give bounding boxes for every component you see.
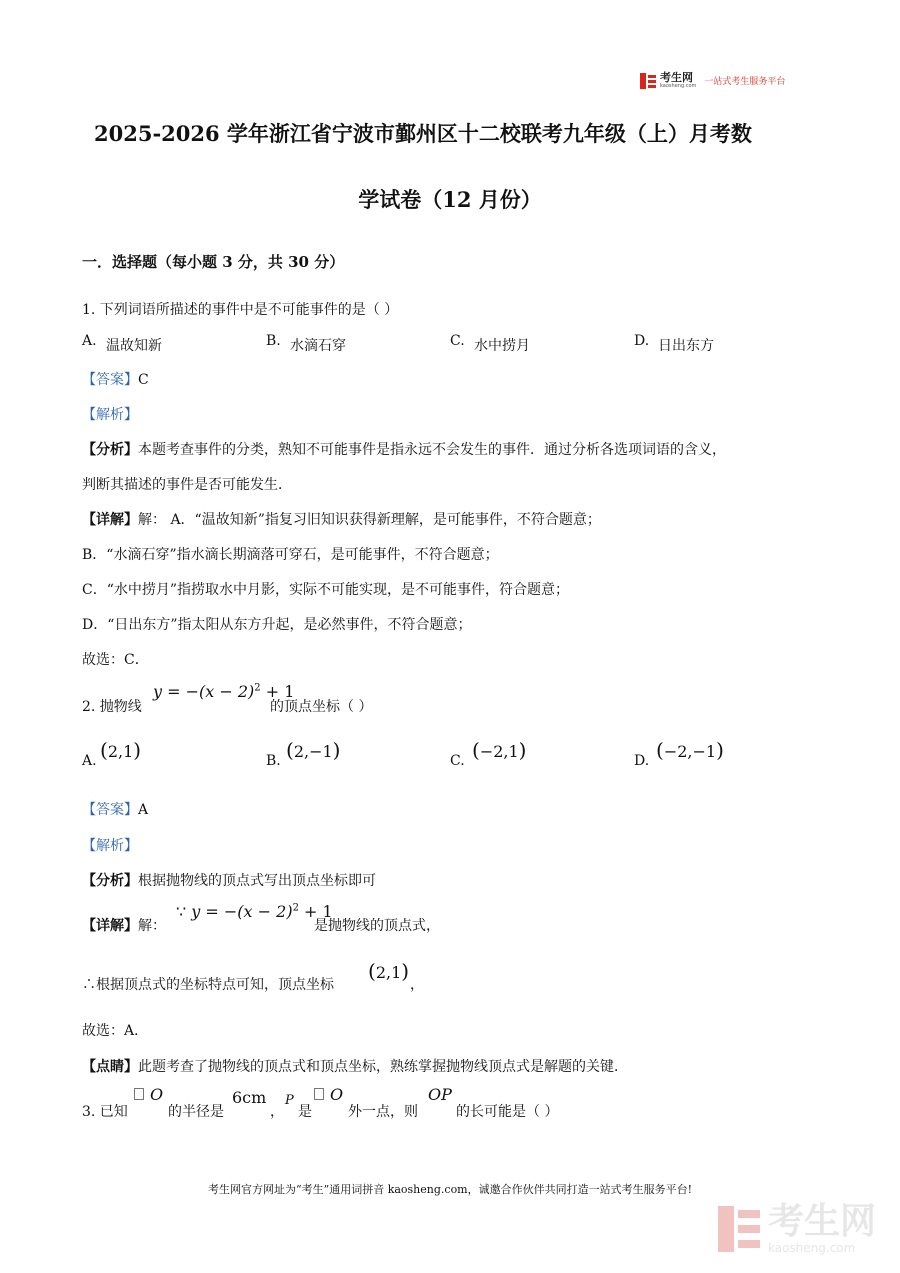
- q2-opt-c-val: −2,1: [479, 742, 519, 761]
- q2-therefore-end: ，: [410, 977, 424, 993]
- q2-xf-main: y = −(x − 2): [191, 902, 293, 921]
- circle-symbol-icon-2: [314, 1088, 324, 1100]
- logo-url: kaosheng.com: [660, 83, 697, 89]
- q2-choose: 故选：A．: [82, 1023, 149, 1039]
- doc-title-line1: 2025-2026 学年浙江省宁波市鄞州区十二校联考九年级（上）月考数: [94, 121, 752, 146]
- q2-formula-exp: 2: [254, 682, 261, 694]
- q1-fenxi-2: 判断其描述的事件是否可能发生．: [82, 477, 292, 493]
- q1-fenxi-1: [82, 439, 726, 459]
- q2-dianjing-label: 【点睛】: [82, 1059, 138, 1075]
- q1-xiangjie-a: [82, 509, 601, 529]
- q2-analysis-label: 【解析】: [82, 838, 138, 854]
- q3-t2: ，: [270, 1104, 284, 1120]
- q2-therefore-coord: 2,1: [375, 963, 402, 982]
- q2-fenxi-text: 根据抛物线的顶点式写出顶点坐标即可: [138, 873, 376, 889]
- q2-opt-d-val: −2,−1: [663, 742, 717, 761]
- q3-circle-o: O: [150, 1085, 164, 1104]
- q2-dianjing: [82, 1056, 628, 1076]
- q2-xiangjie-formula: [176, 902, 333, 921]
- q2-answer: A: [138, 802, 149, 818]
- q3-t5: 的长可能是（ ）: [456, 1104, 559, 1120]
- q2-opt-b: (2,−1): [286, 738, 341, 762]
- because-symbol: ∵: [176, 902, 187, 921]
- q2-dianjing-text: 此题考查了抛物线的顶点式和顶点坐标，熟练掌握抛物线顶点式是解题的关键．: [138, 1059, 628, 1075]
- watermark-name: 考生网: [768, 1201, 877, 1242]
- q1-option-a: 温故知新: [106, 338, 162, 354]
- q2-therefore: ∴根据顶点式的坐标特点可知，顶点坐标: [82, 977, 334, 993]
- q1-answer: C: [138, 372, 149, 388]
- q1-answer-row: [82, 369, 149, 389]
- q2-opt-a-val: 2,1: [107, 742, 134, 761]
- q3-circle-o2: O: [330, 1085, 344, 1104]
- q2-fenxi-label: 【分析】: [82, 873, 138, 889]
- q2-opt-b-val: 2,−1: [293, 742, 333, 761]
- q1-option-d-label: D.: [634, 333, 650, 349]
- page-footer: 考生网官方网址为“考生”通用词拼音 kaosheng.com，诚邀合作伙伴共同打造一站式考生服务平台!: [207, 1183, 693, 1196]
- q1-fenxi-label: 【分析】: [82, 442, 138, 458]
- q2-answer-row: [82, 799, 148, 819]
- q3-radius: 6cm: [232, 1088, 267, 1107]
- q2-num: 2. 抛物线: [82, 699, 142, 715]
- q2-opt-a-label: A.: [82, 753, 97, 769]
- logo-name: 考生网: [660, 71, 693, 84]
- q2-xf-tail: + 1: [298, 902, 333, 921]
- q1-option-d: 日出东方: [658, 338, 714, 354]
- q3-t4: 外一点，则: [348, 1104, 418, 1120]
- q2-opt-d: (−2,−1): [656, 738, 724, 762]
- watermark: [718, 1203, 876, 1255]
- q2-opt-a: (2,1): [100, 738, 142, 762]
- q2-xf-exp: 2: [292, 902, 299, 914]
- q3-num: 3. 已知: [82, 1104, 128, 1120]
- q3-op: OP: [428, 1085, 452, 1104]
- watermark-url: kaosheng.com: [768, 1241, 856, 1255]
- q1-analysis-label: 【解析】: [82, 407, 138, 423]
- q2-xiangjie-pre: 解：: [138, 918, 166, 934]
- q1-option-b-label: B.: [266, 333, 281, 349]
- kaosheng-logo-icon: [640, 73, 656, 89]
- watermark-logo-icon: [718, 1206, 760, 1252]
- q1-line-c: C．“水中捞月”指捞取水中月影，实际不可能实现，是不可能事件，符合题意；: [82, 582, 570, 598]
- q1-choose: 故选：C．: [82, 652, 149, 668]
- section-heading: 一．选择题（每小题 3 分，共 30 分）: [82, 253, 345, 271]
- q3-t1: 的半径是: [168, 1104, 224, 1120]
- logo-slogan: 一站式考生服务平台: [704, 77, 786, 87]
- q3-t3: 是: [298, 1104, 312, 1120]
- q2-opt-d-label: D.: [634, 753, 650, 769]
- q1-xiangjie-label: 【详解】: [82, 512, 138, 528]
- q2-xiangjie-label: 【详解】: [82, 918, 138, 934]
- q2-opt-c-label: C.: [450, 753, 465, 769]
- q2-xiangjie: [82, 915, 166, 935]
- q1-answer-label: 【答案】: [82, 372, 138, 388]
- q1-line-d: D．“日出东方”指太阳从东方升起，是必然事件，不符合题意；: [82, 617, 472, 633]
- circle-symbol-icon: [134, 1088, 144, 1100]
- q1-option-c: 水中捞月: [474, 338, 530, 354]
- q1-option-b: 水滴石穿: [290, 338, 346, 354]
- q1-stem: 1. 下列词语所描述的事件中是不可能事件的是（ ）: [82, 302, 399, 318]
- header-logo: [640, 72, 785, 89]
- q2-answer-label: 【答案】: [82, 802, 138, 818]
- q2-xiangjie-post: 是抛物线的顶点式，: [314, 918, 440, 934]
- q2-formula-main: y = −(x − 2): [153, 682, 255, 701]
- q2-stem-tail: 的顶点坐标（ ）: [270, 699, 373, 715]
- q2-therefore-val: (2,1): [368, 959, 410, 983]
- q1-xiangjie-text: 解： A．“温故知新”指复习旧知识获得新理解，是可能事件，不符合题意；: [138, 512, 601, 528]
- q1-fenxi-text: 本题考查事件的分类，熟知不可能事件是指永远不会发生的事件．通过分析各选项词语的含义，: [138, 442, 726, 458]
- q3-p: P: [285, 1093, 294, 1108]
- q2-opt-c: (−2,1): [472, 738, 527, 762]
- q2-opt-b-label: B.: [266, 753, 281, 769]
- q2-formula-tail: + 1: [260, 682, 295, 701]
- q1-line-b: B．“水滴石穿”指水滴长期滴落可穿石，是可能事件，不符合题意；: [82, 547, 499, 563]
- q2-fenxi: [82, 870, 376, 890]
- q1-option-a-label: A.: [82, 333, 97, 349]
- doc-title-line2: 学试卷（12 月份）: [358, 187, 542, 212]
- q1-option-c-label: C.: [450, 333, 465, 349]
